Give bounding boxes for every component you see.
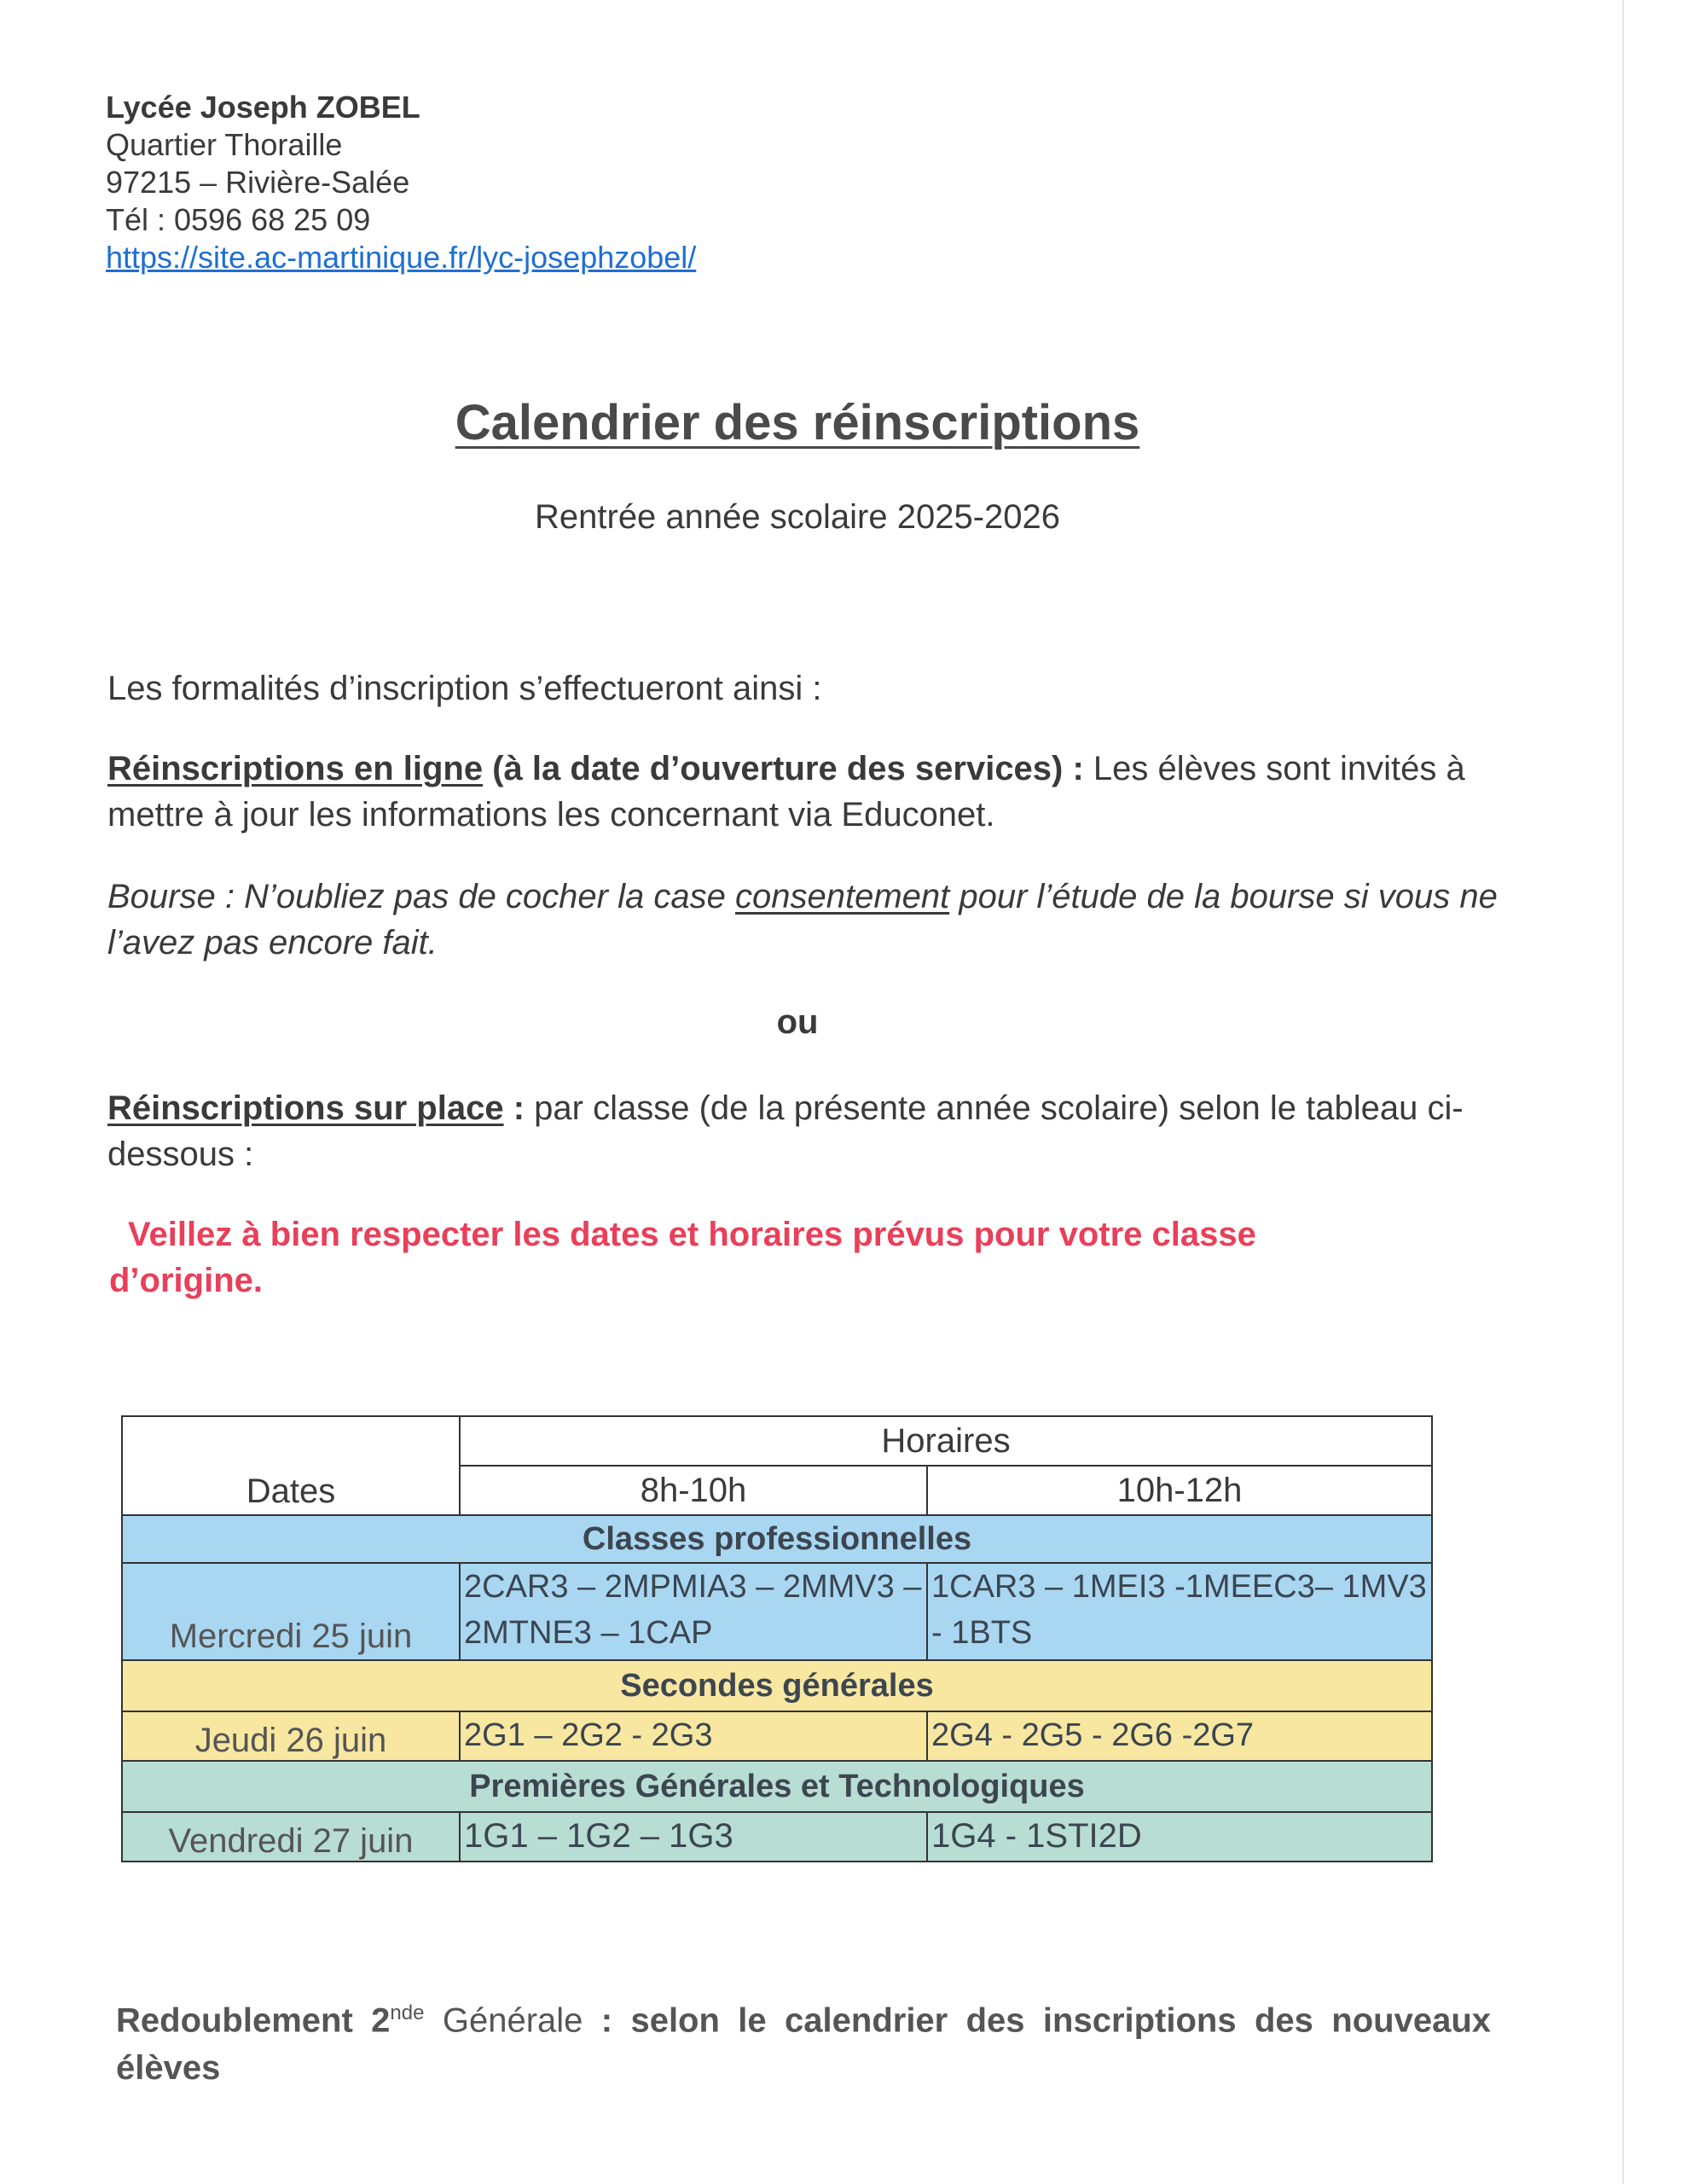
redoublement-level: Générale — [424, 2001, 583, 2040]
date-cell: Vendredi 27 juin — [122, 1812, 460, 1862]
school-phone: Tél : 0596 68 25 09 — [106, 202, 371, 237]
online-text: Les élèves sont invités à mettre à jour les informations les concernant via Educonet. — [107, 750, 1465, 834]
place-text: par classe (de la présente année scolaire) selon le tableau ci-dessous : — [107, 1089, 1464, 1173]
bourse-note — [107, 874, 1506, 966]
school-district: Quartier Thoraille — [106, 127, 343, 162]
bourse-after: pour l’étude de la bourse si vous ne l’avez pas encore fait. — [107, 878, 1498, 961]
redoublement-label: Redoublement 2 — [116, 2001, 391, 2040]
school-name: Lycée Joseph ZOBEL — [106, 90, 420, 125]
bourse-before: Bourse : N’oubliez pas de cocher la case — [107, 878, 735, 915]
section-row-premieres — [122, 1761, 1432, 1812]
section-name: Premières Générales et Technologiques — [122, 1761, 1432, 1812]
warning-line-1: Veillez à bien respecter les dates et horaires prévus pour votre classe — [128, 1216, 1256, 1253]
school-city: 97215 – Rivière-Salée — [106, 165, 410, 200]
school-website-link[interactable]: https://site.ac-martinique.fr/lyc-josephzobel/ — [106, 240, 697, 275]
page-edge — [1622, 0, 1624, 2184]
redoublement-text: : selon le calendrier des inscriptions des nouveaux élèves — [116, 2001, 1491, 2088]
redoublement-sup: nde — [390, 2001, 425, 2024]
section-row-professionnelles — [122, 1515, 1432, 1563]
slot-1-classes: 1G1 – 1G2 – 1G3 — [460, 1812, 927, 1862]
date-cell: Mercredi 25 juin — [122, 1563, 460, 1660]
table-row — [122, 1812, 1432, 1862]
slot-2-classes: 1CAR3 – 1MEI3 -1MEEC3– 1MV3 - 1BTS — [927, 1563, 1432, 1660]
onsite-reinscription-paragraph — [107, 1085, 1506, 1177]
dates-header: Dates — [122, 1416, 460, 1515]
slot-1-header: 8h-10h — [460, 1466, 927, 1515]
page-subtitle: Rentrée année scolaire 2025-2026 — [535, 498, 1060, 536]
warning-text — [109, 1211, 1508, 1304]
slot-2-header: 10h-12h — [927, 1466, 1432, 1515]
slot-1-classes: 2CAR3 – 2MPMIA3 – 2MMV3 – 2MTNE3 – 1CAP — [460, 1563, 927, 1660]
table-row — [122, 1563, 1432, 1660]
warning-line-2: d’origine. — [109, 1262, 263, 1299]
section-name: Classes professionnelles — [122, 1515, 1432, 1563]
online-condition: (à la date d’ouverture des services) : — [483, 750, 1084, 787]
schedule-table — [121, 1415, 1433, 1862]
intro-text: Les formalités d’inscription s’effectueront ainsi : — [107, 670, 822, 707]
page-title: Calendrier des réinscriptions — [455, 395, 1140, 450]
table-row — [122, 1711, 1432, 1761]
online-reinscription-paragraph — [107, 746, 1506, 838]
online-label: Réinscriptions en ligne — [107, 750, 484, 787]
section-row-secondes — [122, 1660, 1432, 1711]
horaires-header: Horaires — [460, 1416, 1432, 1466]
place-label: Réinscriptions sur place — [107, 1089, 504, 1127]
school-header — [106, 89, 696, 276]
slot-2-classes: 2G4 - 2G5 - 2G6 -2G7 — [927, 1711, 1432, 1761]
redoublement-note — [116, 1989, 1491, 2092]
section-name: Secondes générales — [122, 1660, 1432, 1711]
slot-1-classes: 2G1 – 2G2 - 2G3 — [460, 1711, 927, 1761]
place-colon: : — [503, 1089, 525, 1127]
or-separator: ou — [776, 1003, 819, 1041]
slot-2-classes: 1G4 - 1STI2D — [927, 1812, 1432, 1862]
bourse-keyword: consentement — [734, 878, 950, 915]
date-cell: Jeudi 26 juin — [122, 1711, 460, 1761]
